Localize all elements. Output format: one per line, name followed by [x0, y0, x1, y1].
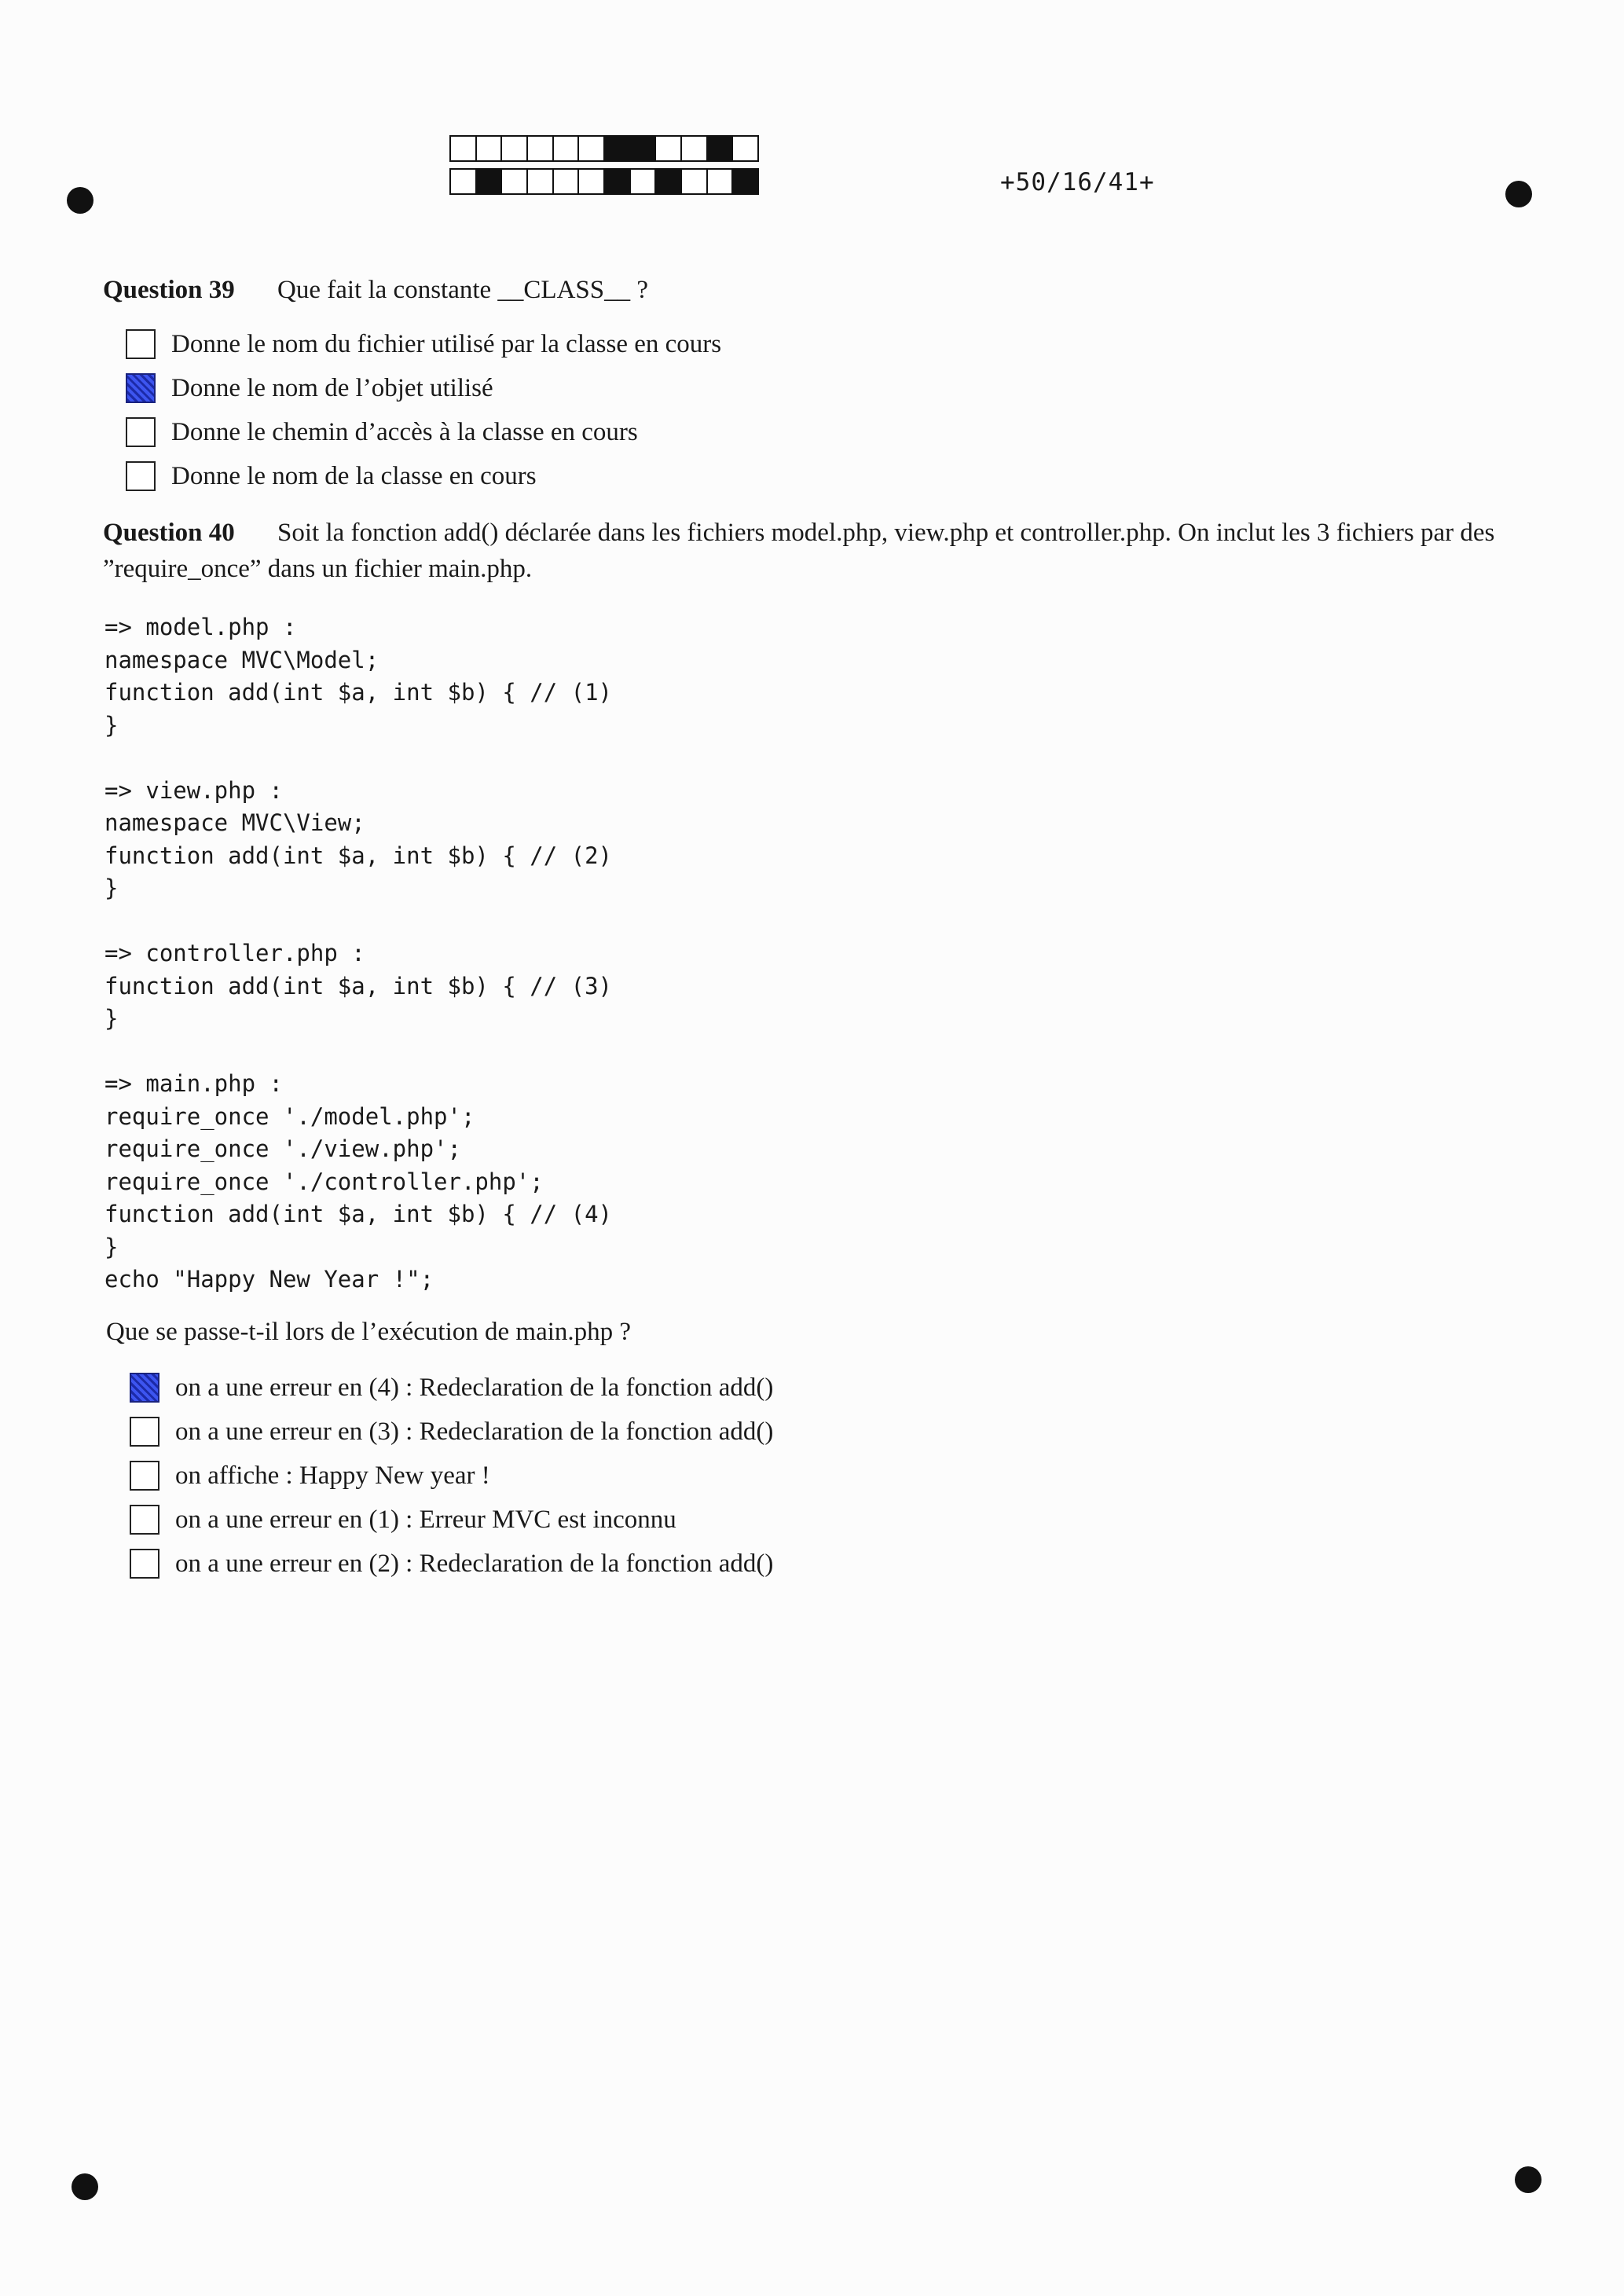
code-grid-cell [554, 170, 580, 193]
code-line [104, 742, 612, 775]
code-grid-cell [605, 170, 631, 193]
code-line: } [104, 711, 119, 739]
registration-mark-bottom-right [1515, 2166, 1542, 2193]
checkbox[interactable] [126, 329, 156, 359]
code-line: => controller.php : [104, 940, 365, 966]
answer-option[interactable] [126, 410, 721, 454]
answer-list-39 [126, 322, 721, 498]
answer-list-40 [130, 1366, 773, 1586]
code-line: namespace MVC\Model; [104, 646, 379, 673]
code-grid-cell [708, 137, 734, 160]
id-code-grid-row-2 [449, 168, 759, 195]
code-line: require_once './view.php'; [104, 1135, 461, 1162]
code-grid-cell [682, 137, 708, 160]
answer-option[interactable] [130, 1498, 773, 1542]
code-line: => main.php : [104, 1070, 283, 1097]
answer-option[interactable] [130, 1366, 773, 1410]
question-text: Soit la fonction add() déclarée dans les fichiers model.php, view.php et controller.php. On inclut les 3 fichiers par des ”require_once” dans un fichier main.php. [103, 519, 1495, 583]
code-grid-cell [605, 137, 631, 160]
code-line: function add(int $a, int $b) { // (1) [104, 679, 613, 706]
registration-mark-bottom-left [71, 2173, 98, 2200]
code-grid-cell [631, 137, 657, 160]
code-line: namespace MVC\View; [104, 809, 365, 836]
code-line: function add(int $a, int $b) { // (4) [104, 1201, 613, 1227]
checkbox[interactable] [126, 461, 156, 491]
answer-label: on a une erreur en (3) : Redeclaration de la fonction add() [175, 1417, 774, 1446]
answer-label: Donne le nom de l’objet utilisé [171, 373, 493, 402]
registration-mark-top-left [67, 187, 93, 214]
answer-label: on a une erreur en (4) : Redeclaration de la fonction add() [175, 1373, 774, 1402]
answer-label: Donne le nom de la classe en cours [171, 461, 537, 490]
answer-option[interactable] [130, 1454, 773, 1498]
code-grid-cell [451, 170, 477, 193]
code-line: } [104, 1005, 119, 1032]
checkbox-checked[interactable] [130, 1373, 159, 1403]
answer-option[interactable] [126, 454, 721, 498]
answer-option[interactable] [126, 366, 721, 410]
question-39 [103, 272, 1517, 308]
checkbox-checked[interactable] [126, 373, 156, 403]
answer-option[interactable] [126, 322, 721, 366]
checkbox[interactable] [130, 1505, 159, 1535]
answer-label: on affiche : Happy New year ! [175, 1461, 490, 1490]
code-grid-cell [451, 137, 477, 160]
code-grid-cell [733, 170, 757, 193]
code-grid-cell [656, 137, 682, 160]
code-grid-cell [477, 137, 503, 160]
question-number: Question 40 [103, 519, 235, 547]
checkbox[interactable] [126, 417, 156, 447]
code-line: echo "Happy New Year !"; [104, 1266, 434, 1293]
code-grid-cell [631, 170, 657, 193]
question-text: Que fait la constante __CLASS__ ? [277, 276, 649, 304]
code-grid-cell [554, 137, 580, 160]
checkbox[interactable] [130, 1549, 159, 1579]
answer-label: on a une erreur en (1) : Erreur MVC est inconnu [175, 1505, 676, 1534]
code-line: => view.php : [104, 776, 283, 804]
answer-label: Donne le chemin d’accès à la classe en cours [171, 417, 638, 446]
code-grid-cell [708, 170, 734, 193]
code-line: function add(int $a, int $b) { // (2) [104, 842, 613, 869]
code-line: } [104, 875, 119, 901]
code-line: => model.php : [104, 614, 297, 640]
code-grid-cell [477, 170, 503, 193]
code-grid-cell [682, 170, 708, 193]
question-40 [103, 515, 1501, 587]
code-grid-cell [656, 170, 682, 193]
code-grid-cell [733, 137, 757, 160]
code-line [104, 905, 612, 938]
id-code-grid-row-1 [449, 135, 759, 162]
code-grid-cell [502, 170, 528, 193]
answer-option[interactable] [130, 1542, 773, 1586]
code-listing [104, 611, 612, 1297]
answer-option[interactable] [130, 1410, 773, 1454]
code-grid-cell [528, 137, 554, 160]
checkbox[interactable] [130, 1417, 159, 1447]
code-line: require_once './model.php'; [104, 1102, 475, 1130]
question-follow-up: Que se passe-t-il lors de l’exécution de main.php ? [106, 1318, 632, 1346]
checkbox[interactable] [130, 1461, 159, 1491]
page-code: +50/16/41+ [1000, 168, 1155, 196]
code-grid-cell [579, 170, 605, 193]
question-number: Question 39 [103, 276, 235, 304]
answer-label: Donne le nom du fichier utilisé par la classe en cours [171, 329, 722, 358]
code-line [104, 1036, 612, 1069]
code-grid-cell [528, 170, 554, 193]
code-line: } [104, 1233, 119, 1260]
answer-label: on a une erreur en (2) : Redeclaration de la fonction add() [175, 1549, 774, 1578]
code-grid-cell [502, 137, 528, 160]
code-line: function add(int $a, int $b) { // (3) [104, 972, 613, 999]
code-grid-cell [579, 137, 605, 160]
registration-mark-top-right [1505, 181, 1532, 207]
code-line: require_once './controller.php'; [104, 1168, 544, 1195]
